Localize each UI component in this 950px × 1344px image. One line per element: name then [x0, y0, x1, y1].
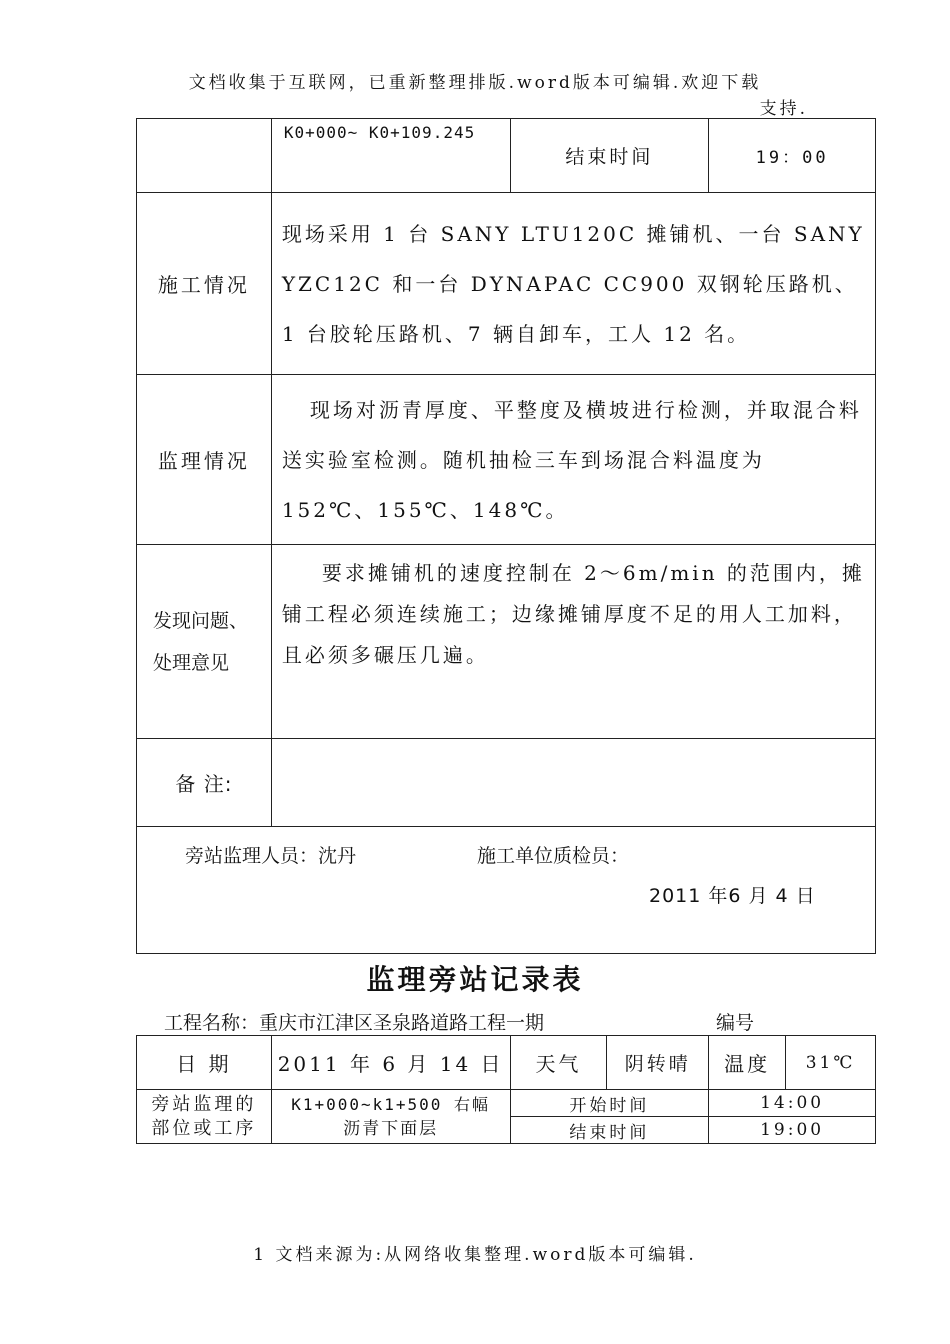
issues-label — [137, 545, 272, 739]
record-table-2 — [136, 1035, 876, 1144]
date-label: 日 期 — [137, 1036, 272, 1090]
supervision-text: 现场对沥青厚度、平整度及横坡进行检测，并取混合料送实验室检测。随机抽检三车到场混合料温度为 152℃、155℃、148℃。 — [271, 375, 875, 545]
weather-label: 天气 — [510, 1036, 607, 1090]
project-name: 工程名称：重庆市江津区圣泉路道路工程一期 — [164, 1012, 545, 1034]
page-header-notice-cont: 支持. — [759, 99, 808, 119]
construction-text: 现场采用 1 台 SANY LTU120C 摊铺机、一台 SANY YZC12C 和一台 DYNAPAC CC900 双钢轮压路机、1 台胶轮压路机、7 辆自卸车，工人 12 名。 — [271, 193, 875, 375]
weather-value: 阴转晴 — [607, 1036, 709, 1090]
temperature-label: 温度 — [709, 1036, 786, 1090]
end-time-value-2: 19:00 — [709, 1117, 876, 1144]
location-range: K1+000~k1+500 右幅 — [291, 1094, 491, 1114]
supervisor-signature: 旁站监理人员：沈丹 — [185, 845, 357, 867]
location-value: K0+000~ K0+109.245 — [271, 119, 510, 193]
issues-label-line2: 处理意见 — [153, 651, 230, 674]
start-time-label: 开始时间 — [510, 1090, 709, 1117]
page-header-notice: 文档收集于互联网，已重新整理排版.word版本可编辑.欢迎下载 — [188, 73, 762, 93]
date-value: 2011 年 6 月 14 日 — [271, 1036, 510, 1090]
location-label-line2: 部位或工序 — [151, 1117, 257, 1139]
issues-text: 要求摊铺机的速度控制在 2～6m/min 的范围内，摊铺工程必须连续施工；边缘摊铺厚度不足的用人工加料，且必须多碾压几遍。 — [271, 545, 875, 739]
location-label — [137, 1090, 272, 1144]
page-footer: 1 文档来源为:从网络收集整理.word版本可编辑. — [253, 1245, 697, 1265]
location-label-line1: 旁站监理的 — [151, 1093, 257, 1115]
number-label: 编号 — [716, 1012, 755, 1034]
end-time-label: 结束时间 — [510, 119, 709, 193]
start-time-value: 14:00 — [709, 1090, 876, 1117]
empty-label-cell — [137, 119, 272, 193]
end-time-label-2: 结束时间 — [510, 1117, 709, 1144]
inspector-signature: 施工单位质检员： — [477, 845, 630, 867]
remarks-value — [271, 739, 875, 827]
remarks-label: 备 注: — [137, 739, 272, 827]
location-value-2 — [271, 1090, 510, 1144]
end-time-value: 19：00 — [709, 119, 876, 193]
issues-label-line1: 发现问题、 — [153, 609, 249, 632]
record-title: 监理旁站记录表 — [366, 963, 584, 996]
supervision-label: 监理情况 — [137, 375, 272, 545]
temperature-value: 31℃ — [786, 1036, 876, 1090]
record-table-1 — [136, 118, 876, 954]
signature-area — [137, 827, 876, 954]
location-layer: 沥青下面层 — [343, 1118, 439, 1139]
sign-date: 2011 年6 月 4 日 — [649, 885, 816, 907]
construction-label: 施工情况 — [137, 193, 272, 375]
